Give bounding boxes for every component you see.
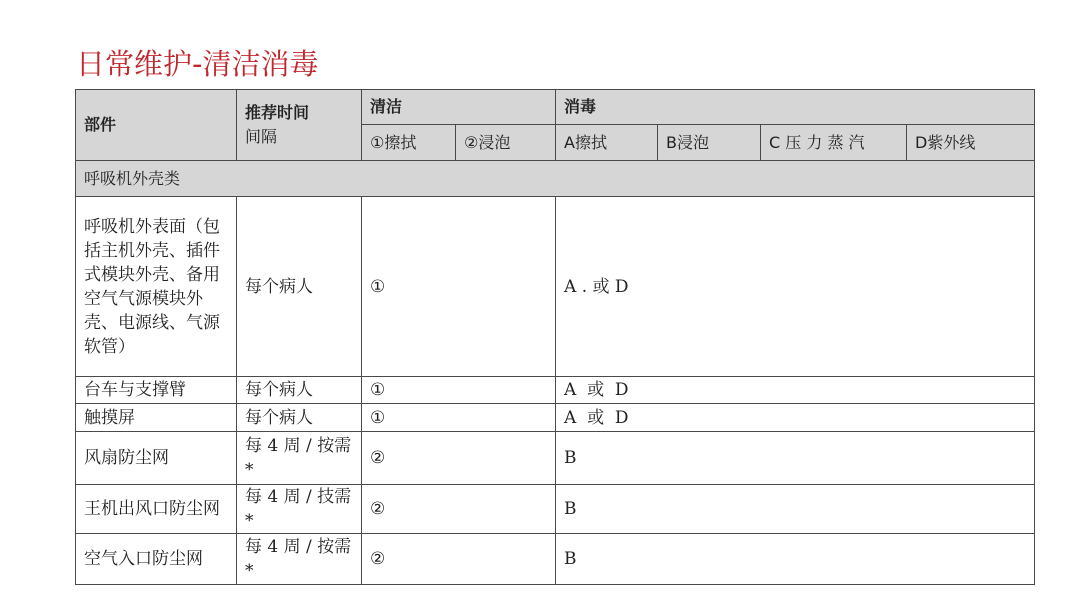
table-row <box>76 432 1035 485</box>
table-row <box>76 534 1035 585</box>
header-disinfect-steam: C 压 力 蒸 汽 <box>761 125 907 161</box>
row-clean: ① <box>362 404 556 432</box>
header-disinfect: 消毒 <box>556 90 1035 125</box>
table-row <box>76 377 1035 404</box>
row-part: 呼吸机外表面（包括主机外壳、插件式模块外壳、备用空气气源模块外壳、电源线、气源软管） <box>76 197 237 377</box>
row-clean: ① <box>362 197 556 377</box>
row-disinfect: A 或 D <box>556 377 1035 404</box>
section-label: 呼吸机外壳类 <box>76 161 1035 197</box>
header-clean: 清洁 <box>362 90 556 125</box>
table-row <box>76 485 1035 534</box>
row-disinfect: A 或 D <box>556 404 1035 432</box>
row-interval: 每个病人 <box>237 197 362 377</box>
header-part: 部件 <box>76 90 237 161</box>
header-disinfect-wipe: A擦拭 <box>556 125 658 161</box>
header-clean-wipe: ①擦拭 <box>362 125 456 161</box>
row-interval: 每个病人 <box>237 404 362 432</box>
row-disinfect: A . 或 D <box>556 197 1035 377</box>
row-interval: 每个病人 <box>237 377 362 404</box>
table-row <box>76 404 1035 432</box>
row-part: 风扇防尘网 <box>76 432 237 485</box>
table-row <box>76 197 1035 377</box>
row-part: 台车与支撑臂 <box>76 377 237 404</box>
header-clean-soak: ②浸泡 <box>456 125 556 161</box>
row-interval: 每 4 周 / 按需* <box>237 432 362 485</box>
row-interval: 每 4 周 / 按需* <box>237 534 362 585</box>
row-interval: 每 4 周 / 技需* <box>237 485 362 534</box>
header-disinfect-uv: D紫外线 <box>907 125 1035 161</box>
header-interval-line2: 间隔 <box>245 127 278 146</box>
row-disinfect: B <box>556 534 1035 585</box>
row-disinfect: B <box>556 485 1035 534</box>
section-row <box>76 161 1035 197</box>
row-part: 触摸屏 <box>76 404 237 432</box>
header-row-1 <box>76 90 1035 125</box>
row-clean: ② <box>362 485 556 534</box>
row-part: 王机出风口防尘网 <box>76 485 237 534</box>
header-interval-line1: 推荐时间 <box>245 103 310 122</box>
row-disinfect: B <box>556 432 1035 485</box>
row-part: 空气入口防尘网 <box>76 534 237 585</box>
row-clean: ① <box>362 377 556 404</box>
row-clean: ② <box>362 534 556 585</box>
maintenance-table <box>75 89 1035 585</box>
page-title: 日常维护-清洁消毒 <box>76 47 319 81</box>
header-interval <box>237 90 362 161</box>
header-disinfect-soak: B浸泡 <box>658 125 761 161</box>
row-clean: ② <box>362 432 556 485</box>
